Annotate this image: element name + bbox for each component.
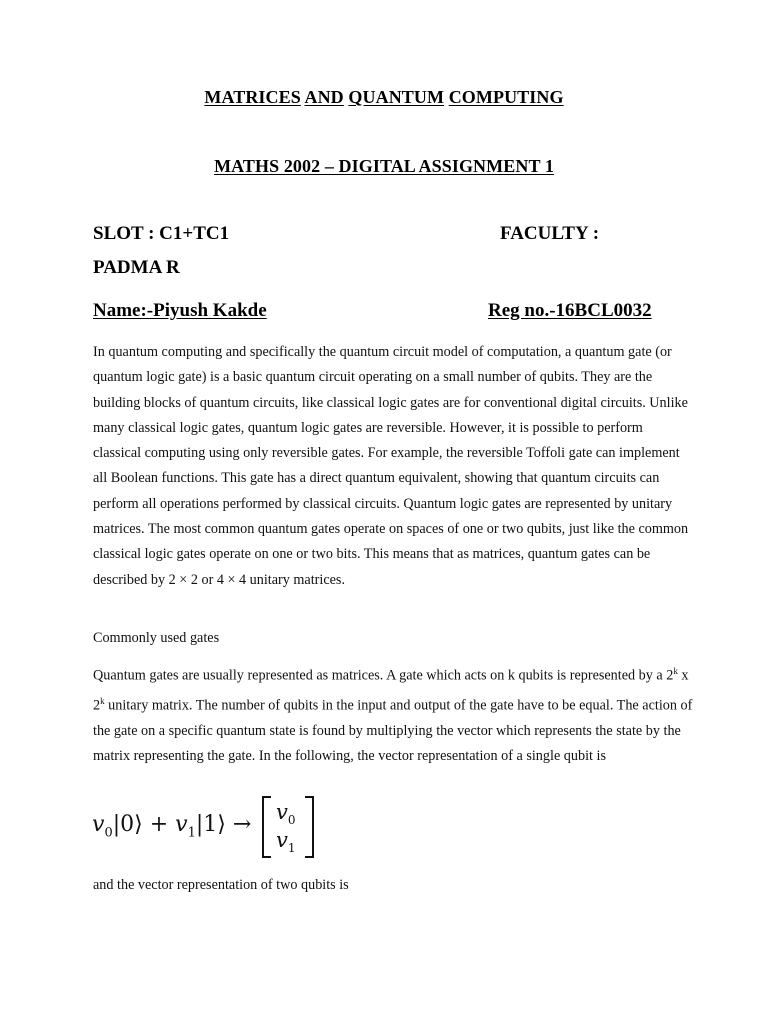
two-qubit-intro: and the vector representation of two qubits is — [93, 877, 349, 893]
formula-plus: + — [142, 812, 176, 837]
title-word-matrices: MATRICES — [204, 87, 301, 107]
subtitle-text: MATHS 2002 – DIGITAL ASSIGNMENT 1 — [214, 156, 554, 176]
paragraph2-part1: Quantum gates are usually represented as matrices. A gate which acts on k qubits is represented by a 2 — [93, 667, 674, 684]
single-qubit-vector-formula — [92, 796, 332, 860]
title-word-quantum: QUANTUM — [348, 87, 445, 107]
title-word-and: AND — [304, 87, 344, 107]
entry-v0-sub: 0 — [287, 813, 296, 828]
title-word-computing: COMPUTING — [448, 87, 564, 107]
formula-left-side — [92, 812, 251, 840]
student-name: Name:-Piyush Kakde — [93, 300, 267, 321]
faculty-label: FACULTY : — [500, 223, 600, 244]
left-bracket — [262, 796, 271, 858]
vector-entry-v0 — [276, 800, 296, 827]
entry-v1-letter: v — [276, 828, 288, 852]
formula-v0: v — [92, 812, 105, 837]
superscript-k-1: k — [673, 666, 678, 676]
registration-number: Reg no.-16BCL0032 — [488, 300, 652, 321]
intro-paragraph: In quantum computing and specifically the quantum circuit model of computation, a quantum gate (or quantum logic gate) is a basic quantum circuit operating on a small number of qubits. They are the building blocks of quantum circuits, like classical logic gates are for conventional digital circuits. Unlike many classical logic gates, quantum logic gates are reversible. However, it is possible to perform classical computing using only reversible gates. For example, the reversible Toffoli gate can implement all Boolean functions. This gate has a direct quantum equivalent, showing that quantum circuits can perform all operations performed by classical circuits. Quantum logic gates are represented by unitary matrices. The most common quantum gates operate on spaces of one or two qubits, just like the common classical logic gates operate on one or two bits. This means that as matrices, quantum gates can be described by 2 × 2 or 4 × 4 unitary matrices. — [93, 344, 689, 588]
entry-v0-letter: v — [276, 800, 288, 824]
formula-ket1: |1⟩ — [195, 812, 226, 837]
paragraph2-part3: unitary matrix. The number of qubits in the input and output of the gate have to be equal. The action of the gate on a specific quantum state is found by multiplying the vector which represents the state by the matrix representing the gate. In the following, the vector representation of a single qubit is — [93, 697, 693, 765]
formula-sub0: 0 — [104, 825, 113, 841]
document-title — [0, 87, 768, 108]
formula-ket0: |0⟩ — [112, 812, 143, 837]
faculty-name: PADMA R — [93, 257, 180, 278]
paragraph2-part2: x 2 — [93, 667, 689, 714]
vector-entry-v1 — [276, 828, 296, 855]
formula-arrow: → — [225, 812, 252, 837]
matrix-representation-paragraph — [93, 659, 693, 770]
slot-label: SLOT : C1+TC1 — [93, 223, 230, 244]
column-vector — [262, 796, 314, 858]
formula-sub1: 1 — [187, 825, 196, 841]
superscript-k-2: k — [100, 696, 105, 707]
document-subtitle — [0, 156, 768, 177]
right-bracket — [305, 796, 314, 858]
entry-v1-sub: 1 — [287, 841, 296, 856]
section-heading: Commonly used gates — [93, 630, 220, 646]
formula-v1: v — [175, 812, 188, 837]
